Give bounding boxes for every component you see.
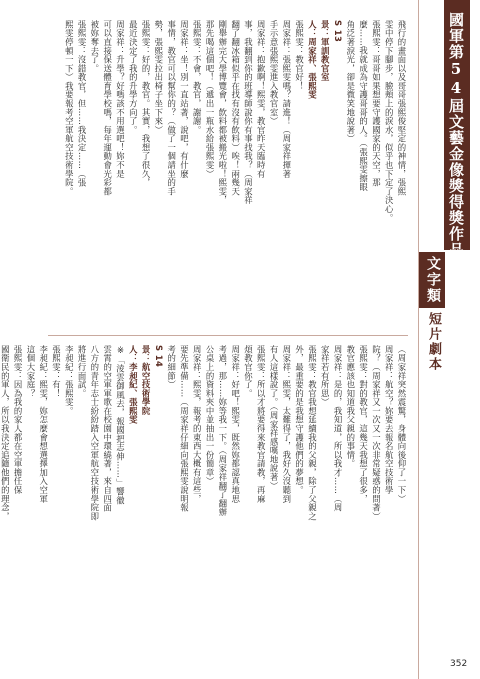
- text-line: 事，我翻到你的班導師說你有事找我？（周家祥: [243, 20, 254, 205]
- text-line: 考過，那……妳等我一下。（周家祥翻了翻辦: [217, 345, 228, 517]
- text-line: 張熙雯：好的，教官。其實，我想了很久，: [141, 20, 152, 188]
- text-line: 周家祥：坐！別一直站著，說吧，有什麼: [179, 20, 190, 179]
- header-rule: [418, 0, 419, 679]
- text-line: 熙雯停頓一下）我要報考空軍航空技術學院。: [64, 20, 75, 196]
- bottom-text-block: [0, 345, 408, 653]
- text-line: 最近決定了我的升學方向了。: [128, 20, 139, 135]
- text-line: 張熙雯：有！: [51, 345, 62, 398]
- text-line: 周家祥：張熙雯嗎？請進！（周家祥揮著: [281, 20, 292, 179]
- text-line: 李昶紀：熙雯，妳怎麼會想選擇加入空軍: [38, 345, 49, 504]
- scene-number: S 14: [153, 345, 164, 368]
- scene-cast: 人：周家祥、張熙雯: [307, 20, 318, 100]
- text-line: 雲霄的空軍軍歌在校園中環繞著，來自四面: [102, 345, 113, 513]
- scene-cast: 人：李昶紀、張熙雯: [128, 345, 139, 425]
- page-number: 352: [450, 659, 468, 669]
- text-line: 那先喝這個吧！（遞出一瓶水給張熙雯）: [205, 20, 216, 179]
- text-line: 教官應該也知道我父親的事情。: [345, 345, 356, 469]
- text-line: 周家祥：是的，我知道，所以我才……（周: [333, 345, 344, 512]
- text-line: 周家祥：升學？好嗎該不用選吧！妳不是: [115, 20, 126, 179]
- text-line: 周家祥：熙雯，報考的東西大概有這些，: [192, 345, 203, 504]
- text-line: 張熙雯：哥哥如果想要守護國家的天空，那: [371, 20, 382, 188]
- middle-rule: [48, 335, 408, 336]
- text-line: 周家祥：好吧！熙雯，既然妳都認真地思: [230, 345, 241, 504]
- text-line: 院？（周家祥又一次又一次非常疑惑的問著）: [371, 345, 382, 521]
- top-text-block: [48, 20, 408, 328]
- text-line: 事情，教官可以幫你的？（做了一個請坐的手: [166, 20, 177, 196]
- text-line: 外，最重要的是我想守護他們的夢想。: [294, 345, 305, 495]
- text-line: 手示意張熙雯進入教官室）: [269, 20, 280, 126]
- text-line: 公桌上的資料夾中並抽出一份簡章）: [205, 345, 216, 486]
- scene-location: 景：航空技術學院: [141, 345, 152, 416]
- text-line: 將進行面試。: [77, 345, 88, 398]
- text-line: 翻了翻冰箱似乎在找有沒有飲料）唉！兩幾天: [230, 20, 241, 196]
- text-line: 周家祥：熙雯，太難得了，我好久沒聽到: [281, 345, 292, 504]
- text-line: 張熙雯：不會，教官，謝謝。: [192, 20, 203, 135]
- text-line: 考的細節）: [166, 345, 177, 389]
- scene-location: 景：軍訓教官室: [320, 20, 331, 82]
- text-line: 八方的青年志士紛紛踏入空軍航空技術學院即: [89, 345, 100, 521]
- text-line: 煩教官你了。: [243, 345, 254, 398]
- text-line: 張熙雯：教官好！: [294, 20, 305, 91]
- text-line: 角泛著淚光，卻是微笑地說著）: [345, 20, 356, 144]
- text-line: 勢，張熙雯拉出椅子坐下來）: [153, 20, 164, 135]
- text-line: （周家祥突然震驚，身體向後仰了一下）: [397, 345, 407, 504]
- text-line: 家祥若有所思）: [320, 345, 331, 407]
- text-line: 張熙雯：教官我想延續我的父親，除了父親之: [307, 345, 318, 521]
- text-line: 飛行的畫面以及哥哥張熙俊堅定的神情，張熙: [397, 20, 407, 196]
- text-line: 雯中停下腳步，臉頰上的淚水，似乎也下定了決心。: [384, 20, 395, 223]
- text-line: 周家祥：抱歉啊！熙雯，教官昨天臨時有: [256, 20, 267, 179]
- text-line: 國衛民的軍人，所以我決定追隨他們的理念，: [0, 345, 11, 521]
- text-line: ※「淩雲御風去，報國把志伸……」響徹: [115, 345, 126, 505]
- text-line: 麼……我就成為守護哥哥的人。（張熙雯擦眼: [358, 20, 369, 192]
- text-line: 剛舉辦完大學博覽會，飲料都被搬光啦！熙雯，: [217, 20, 228, 205]
- category-tag: 文字類: [419, 252, 445, 308]
- text-line: 這個大家庭？: [25, 345, 36, 398]
- text-line: 李昶紀：張熙雯。: [64, 345, 75, 416]
- text-line: 被妳奪去了。: [89, 20, 100, 73]
- book-title: 國軍第54屆文藝金像獎得獎作品專輯: [447, 12, 465, 290]
- scene-number: S 13: [333, 20, 344, 43]
- text-line: 有人這樣說了。（周家祥感嘆地說著）: [269, 345, 280, 491]
- text-line: 要先準備……（周家祥仔細向張熙雯說明報: [179, 345, 190, 512]
- text-line: 可以直接保送體育學校嗎，每年運動會光彩都: [102, 20, 113, 196]
- text-line: 張熙雯：所以才將要得來教官請教，再麻: [256, 345, 267, 504]
- text-line: 張熙雯：因為我的家人都在空軍擔任保: [13, 345, 24, 495]
- text-line: 張熙雯：對的教官，這幾天我想了很多，: [358, 345, 369, 504]
- subcategory-label: 短片劇本: [426, 312, 441, 372]
- text-line: 周家祥：航空？妳要去報名航空技術學: [384, 345, 395, 495]
- text-line: 張熙雯：沒錯教官，但……我決定……（張: [77, 20, 88, 187]
